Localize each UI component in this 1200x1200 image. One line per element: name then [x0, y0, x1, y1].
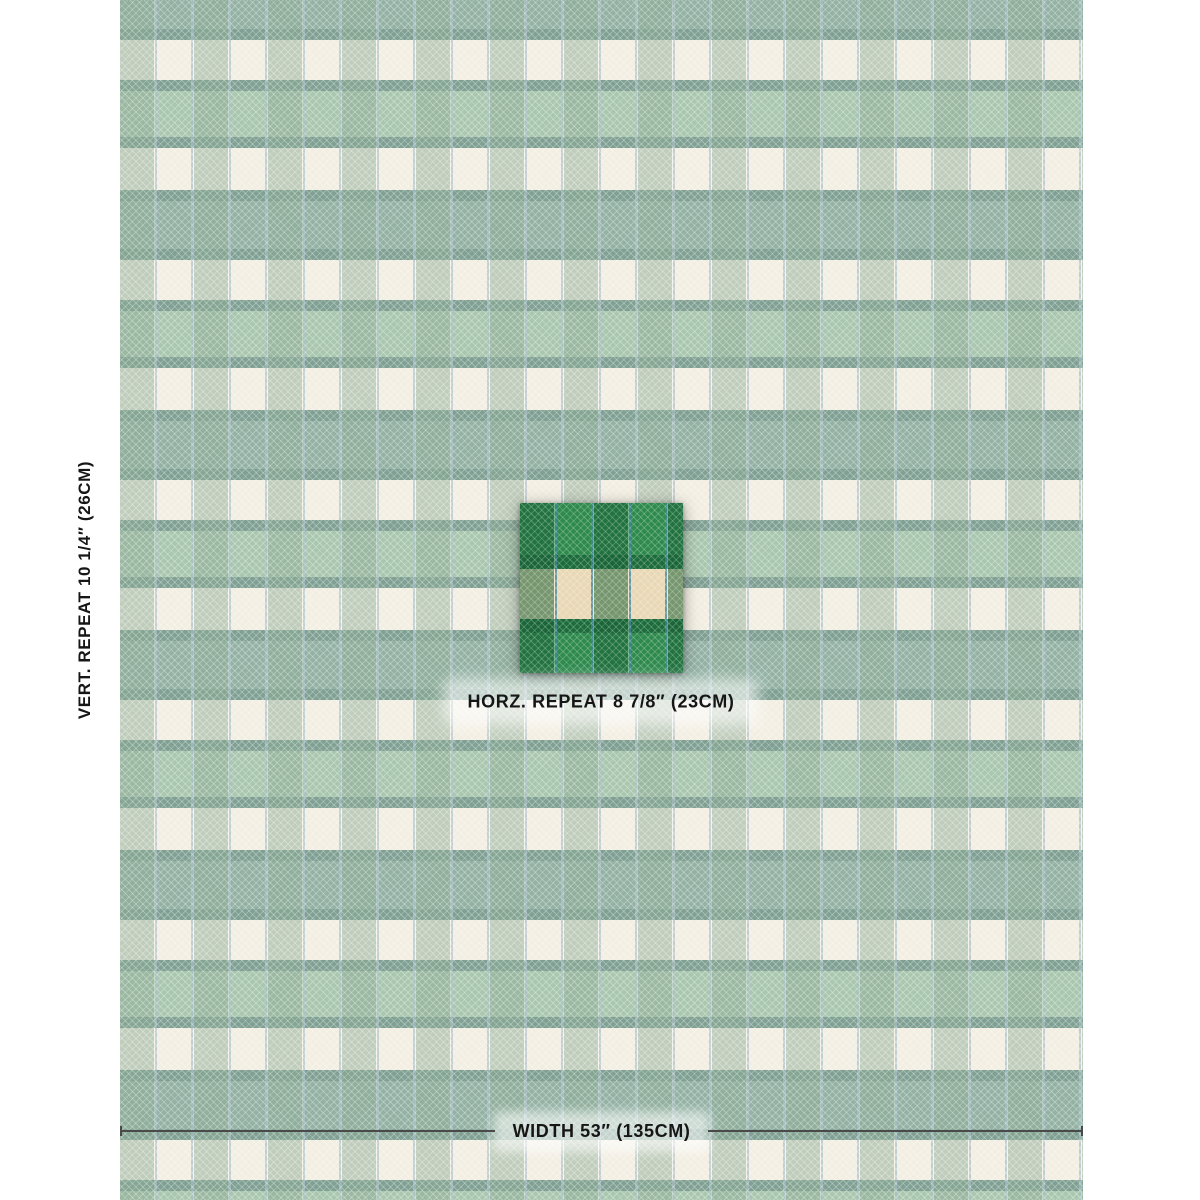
width-measure-line-left [120, 1130, 495, 1132]
width-measure-tick-right [1081, 1126, 1083, 1136]
width-label-text: WIDTH [512, 1120, 575, 1141]
width-label [501, 1119, 703, 1144]
horizontal-repeat-label [454, 689, 749, 716]
vertical-repeat-label [75, 461, 95, 719]
horizontal-repeat-value: 8 7/8″ (23CM) [613, 691, 735, 712]
width-value: 53″ (135CM) [580, 1120, 691, 1141]
pattern-repeat-highlight [520, 503, 683, 673]
width-measure-tick-left [120, 1126, 122, 1136]
width-measure-line-right [708, 1130, 1083, 1132]
horizontal-repeat-label-text: HORZ. REPEAT [467, 691, 608, 712]
vertical-repeat-value: 10 1/4″ (26CM) [75, 460, 94, 587]
vertical-repeat-label-text: VERT. REPEAT [75, 591, 94, 720]
width-measure-row [120, 1119, 1083, 1143]
